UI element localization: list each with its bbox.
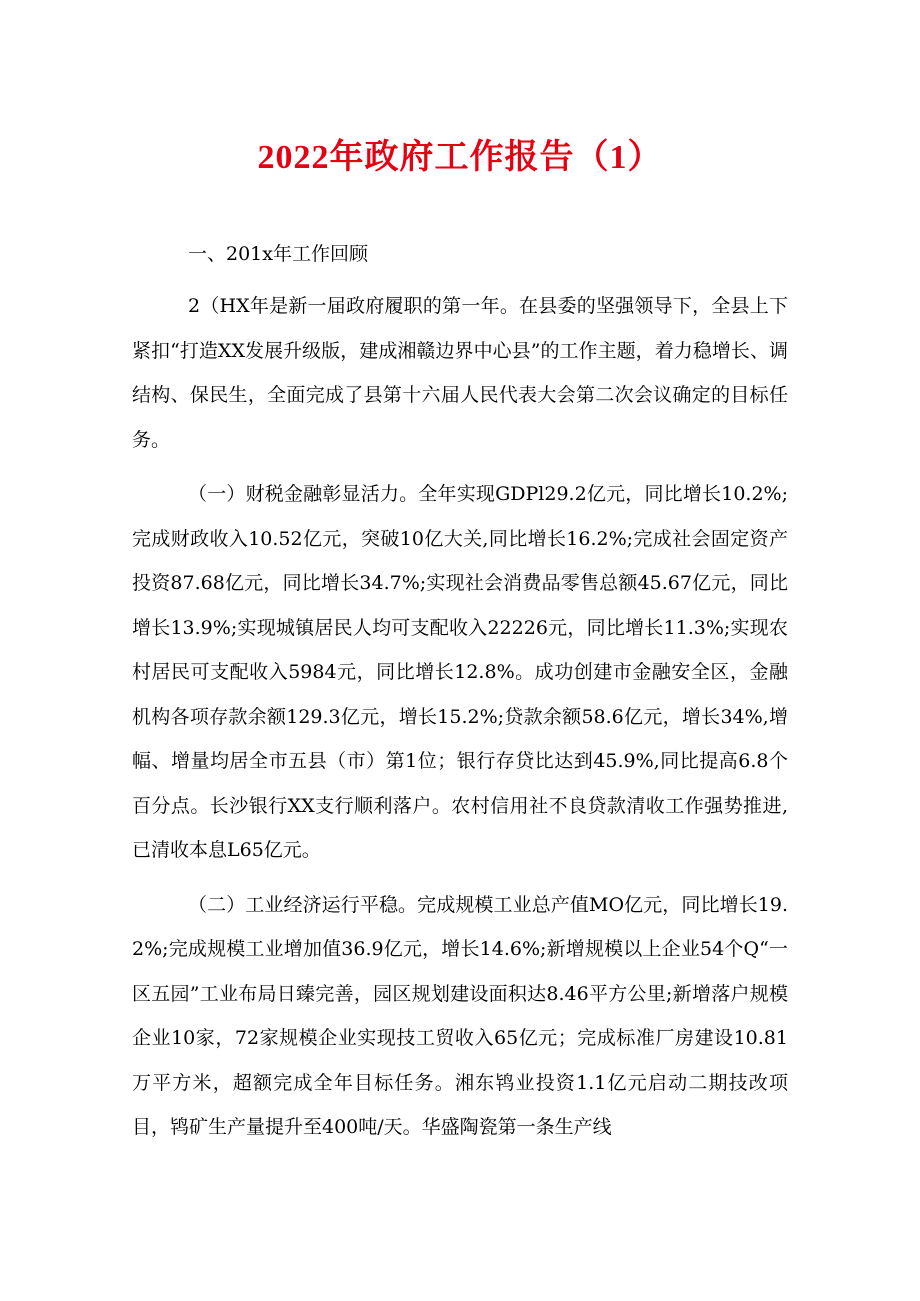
paragraph-intro: 2（HX年是新一届政府履职的第一年。在县委的坚强领导下，全县上下紧扣“打造XX发展升级版，建成湘赣边界中心县”的工作主题，着力稳增长、调结构、保民生，全面完成了县第十六届人民代表大会第二次会议确定的目标任务。: [132, 295, 788, 451]
document-title: 2022年政府工作报告（1）: [257, 139, 663, 176]
section-heading: 一、201x年工作回顾: [188, 243, 368, 265]
paragraph-industry: （二）工业经济运行平稳。完成规模工业总产值MO亿元，同比增长19.2%;完成规模工业增加值36.9亿元，增长14.6%;新增规模以上企业54个Q“一区五园”工业布局日臻完善，园区规划建设面积达8.46平方公里;新增落户规模企业10家，72家规模企业实现技工贸收入65亿元；完成标准厂房建设10.81万平方米，超额完成全年目标任务。湘东鸨业投资1.1亿元启动二期技改项目，鸨矿生产量提升至400吨/天。华盛陶瓷第一条生产线: [132, 893, 788, 1138]
document-body: [132, 232, 788, 1150]
paragraph-finance: （一）财税金融彰显活力。全年实现GDPl29.2亿元，同比增长10.2%;完成财政收入10.52亿元，突破10亿大关,同比增长16.2%;完成社会固定资产投资87.68亿元，同比增长34.7%;实现社会消费品零售总额45.67亿元，同比增长13.9%;实现城镇居民人均可支配收入22226元，同比增长11.3%;实现农村居民可支配收入5984元，同比增长12.8%。成功创建市金融安全区，金融机构各项存款余额129.3亿元，增长15.2%;贷款余额58.6亿元，增长34%,增幅、增量均居全市五县（市）第1位；银行存贷比达到45.9%,同比提高6.8个百分点。长沙银行XX支行顺利落户。农村信用社不良贷款清收工作强势推进,已清收本息L65亿元。: [132, 483, 788, 861]
